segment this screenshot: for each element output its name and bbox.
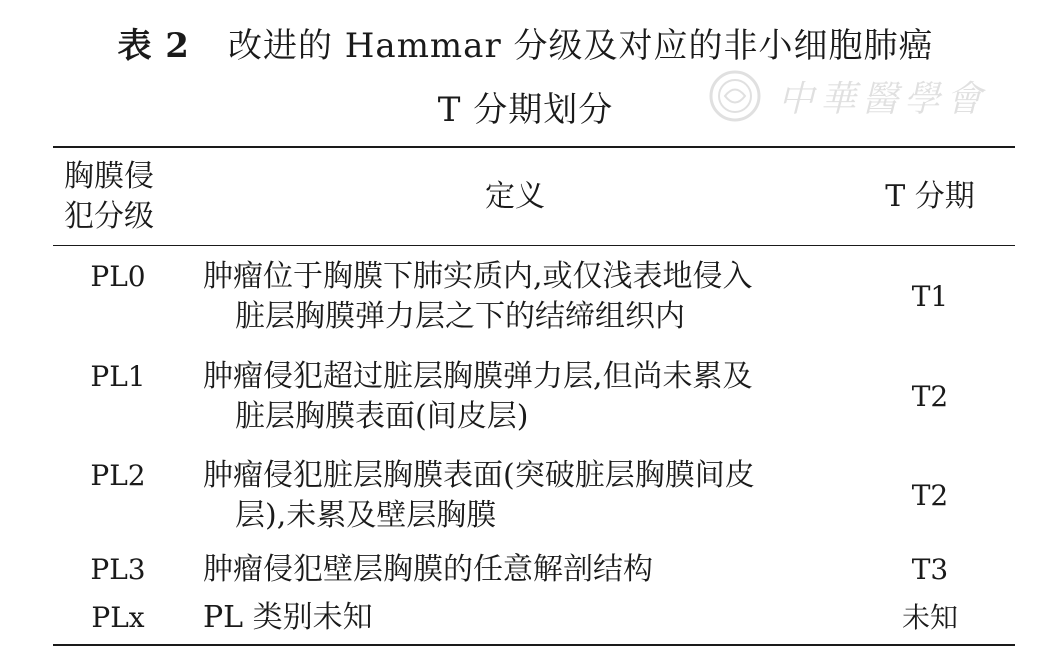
watermark-text: 中華醫學會 [778,78,989,120]
row-grade: PL3 [90,553,146,586]
row-grade: PLx [91,601,145,634]
table-top-rule [53,146,1015,148]
watermark [708,64,988,128]
row-grade: PL2 [90,459,146,492]
row-definition-line1: 肿瘤位于胸膜下肺实质内,或仅浅表地侵入 [203,259,753,294]
row-t-stage: T2 [911,479,949,512]
table-title-line2: T 分期划分 [437,90,614,130]
row-t-stage: T2 [911,380,949,413]
row-definition-line1: 肿瘤侵犯超过脏层胸膜弹力层,但尚未累及 [203,359,753,394]
row-definition-line1: 肿瘤侵犯脏层胸膜表面(突破脏层胸膜间皮 [203,458,755,493]
row-definition-line2: 层),未累及壁层胸膜 [235,498,497,533]
header-grade: 胸膜侵 犯分级 [64,159,154,234]
table-title-line1: 改进的 Hammar 分级及对应的非小细胞肺癌 [227,26,934,66]
row-definition-line2: 脏层胸膜弹力层之下的结缔组织内 [235,299,685,334]
row-t-stage: T1 [911,280,949,313]
row-grade: PL0 [90,260,146,293]
header-definition: 定义 [485,179,545,214]
row-definition-line1: 肿瘤侵犯壁层胸膜的任意解剖结构 [203,552,653,587]
table-bottom-rule [53,644,1015,646]
row-grade: PL1 [90,360,146,393]
row-t-stage: T3 [911,553,949,586]
seal-icon [708,69,762,123]
table-title [0,22,1051,70]
table-label: 表 2 [117,26,190,66]
row-t-stage: 未知 [901,601,958,634]
row-definition-line1: PL 类别未知 [203,600,373,635]
table-header-rule [53,245,1015,246]
header-t-stage: T 分期 [885,179,975,214]
row-definition-line2: 脏层胸膜表面(间皮层) [235,399,529,434]
